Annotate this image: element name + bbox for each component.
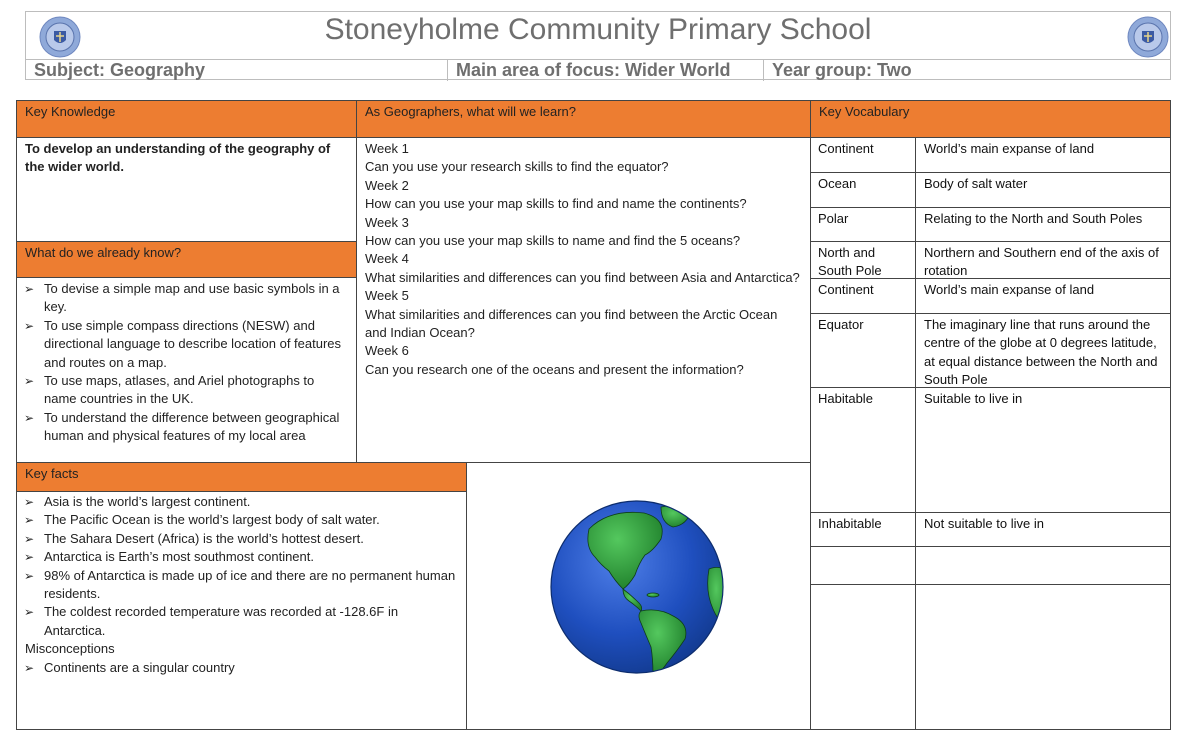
- key-knowledge-header: [16, 100, 357, 138]
- list-item: ➢ Asia is the world’s largest continent.: [17, 493, 460, 511]
- vocab-definition: Relating to the North and South Poles: [924, 211, 1143, 226]
- table-row: [810, 173, 1170, 208]
- vocab-term: Equator: [810, 314, 916, 387]
- vocab-definition: Not suitable to live in: [924, 516, 1044, 531]
- week-label: Week 5: [365, 288, 409, 304]
- vocab-definition: The imaginary line that runs around the centre of the globe at 0 degrees latitude, at equal distance between the North and South Pole: [924, 317, 1158, 388]
- key-facts-list: [17, 492, 466, 640]
- vocabulary-heading: Key Vocabulary: [819, 104, 910, 119]
- vocab-term: Ocean: [810, 173, 916, 207]
- week-label: Week 4: [365, 251, 409, 267]
- vocab-term: Continent: [810, 138, 916, 172]
- vocab-definition: Northern and Southern end of the axis of rotation: [924, 245, 1159, 279]
- globe-icon: [549, 499, 725, 680]
- already-know-list: [17, 278, 356, 446]
- subject-label: Subject: Geography: [34, 60, 206, 80]
- list-item: ➢ The Sahara Desert (Africa) is the world’s hottest desert.: [17, 530, 460, 548]
- key-knowledge-heading: Key Knowledge: [25, 104, 116, 119]
- vocab-definition: Body of salt water: [924, 176, 1028, 191]
- table-row: [810, 279, 1170, 314]
- table-row: [810, 388, 1170, 513]
- list-item: ➢ To use maps, atlases, and Ariel photographs to name countries in the UK.: [17, 372, 350, 409]
- year-group-label: Year group: Two: [763, 60, 1170, 81]
- weekly-questions: [357, 138, 810, 381]
- vocab-term: [810, 585, 916, 730]
- list-item: ➢ Antarctica is Earth’s most southmost continent.: [17, 548, 460, 566]
- week-question: What similarities and differences can you find between Asia and Antarctica?: [365, 269, 800, 285]
- key-knowledge-text: To develop an understanding of the geography of the wider world.: [25, 141, 331, 175]
- header-info-row: [26, 59, 1170, 80]
- document-header: [25, 11, 1171, 80]
- vocab-term: Polar: [810, 208, 916, 241]
- list-item: ➢ To understand the difference between geographical human and physical features of my local area: [17, 409, 350, 446]
- list-item: ➢ 98% of Antarctica is made up of ice and there are no permanent human residents.: [17, 567, 460, 604]
- focus-label: Main area of focus: Wider World: [447, 60, 763, 81]
- misconceptions-list: [17, 659, 466, 677]
- table-row: [810, 138, 1170, 173]
- week-question: How can you use your map skills to name and find the 5 oceans?: [365, 233, 741, 249]
- vocab-definition: World’s main expanse of land: [924, 282, 1095, 297]
- week-question: What similarities and differences can you find between the Arctic Ocean and Indian Ocean?: [365, 306, 778, 341]
- week-label: Week 2: [365, 177, 409, 193]
- vocab-definition: [916, 585, 1170, 589]
- vocab-term: North and South Pole: [810, 242, 916, 278]
- already-know-heading: What do we already know?: [25, 245, 182, 260]
- learn-header: [356, 100, 811, 138]
- week-question: Can you use your research skills to find the equator?: [365, 159, 669, 175]
- already-know-body: [16, 277, 357, 463]
- learn-body: [356, 137, 811, 463]
- vocab-term: Continent: [810, 279, 916, 313]
- globe-image-cell: [466, 462, 811, 730]
- week-label: Week 1: [365, 141, 409, 156]
- table-row: [810, 242, 1170, 279]
- key-knowledge-body: [16, 137, 357, 242]
- table-row: [810, 208, 1170, 242]
- school-name: Stoneyholme Community Primary School: [324, 13, 872, 46]
- vocab-term: [810, 547, 916, 584]
- list-item: ➢ The Pacific Ocean is the world’s largest body of salt water.: [17, 511, 460, 529]
- week-question: How can you use your map skills to find and name the continents?: [365, 196, 747, 212]
- table-row: [810, 314, 1170, 388]
- vocab-definition: Suitable to live in: [924, 391, 1023, 406]
- vocab-term: Habitable: [810, 388, 916, 512]
- week-question: Can you research one of the oceans and present the information?: [365, 361, 744, 377]
- list-item: ➢ To devise a simple map and use basic symbols in a key.: [17, 280, 350, 317]
- vocab-definition: World’s main expanse of land: [924, 141, 1095, 156]
- key-facts-header: [16, 462, 467, 492]
- list-item: ➢ Continents are a singular country: [17, 659, 466, 677]
- learn-heading: As Geographers, what will we learn?: [365, 104, 576, 119]
- week-label: Week 6: [365, 343, 409, 359]
- table-row: [810, 513, 1170, 547]
- list-item: ➢ The coldest recorded temperature was recorded at -128.6F in Antarctica.: [17, 603, 460, 640]
- vocabulary-header: [810, 100, 1171, 138]
- already-know-header: [16, 241, 357, 278]
- vocab-term: Inhabitable: [810, 513, 916, 546]
- table-row: [810, 585, 1170, 730]
- school-logo-icon: [1127, 16, 1169, 58]
- misconceptions-label: Misconceptions: [25, 641, 115, 657]
- key-facts-heading: Key facts: [25, 466, 79, 481]
- vocab-definition: [916, 547, 1170, 551]
- key-facts-body: [16, 491, 467, 730]
- list-item: ➢ To use simple compass directions (NESW) and directional language to describe location of features and routes on a map.: [17, 317, 350, 372]
- week-label: Week 3: [365, 214, 409, 230]
- table-row: [810, 547, 1170, 585]
